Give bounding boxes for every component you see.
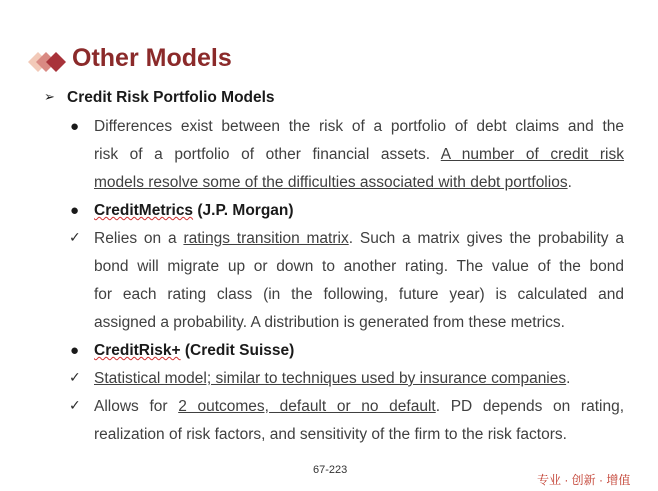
dot-bullet-icon: ● — [70, 342, 80, 359]
intro-line-2 — [94, 141, 624, 169]
page-number: 67-223 — [313, 464, 348, 476]
cm-line-3: for each rating class (in the following, future year) is calculated and — [94, 286, 624, 303]
cr-item2-line-2: realization of risk factors, and sensitivity of the firm to the risk factors. — [94, 426, 567, 443]
cr-item1-period: . — [566, 370, 571, 387]
cr-item2-post: . PD depends on rating, — [435, 398, 624, 415]
creditrisk-name: CreditRisk+ — [94, 342, 181, 359]
cm-pre: Relies on a — [94, 230, 184, 247]
cm-post: . Such a matrix gives the probability a — [348, 230, 624, 247]
intro-period: . — [567, 174, 572, 191]
cr-item2-line-1 — [94, 393, 624, 421]
cr-item2-underlined: 2 outcomes, default or no default — [178, 398, 436, 415]
creditrisk-heading — [94, 337, 624, 365]
creditrisk-heading-text — [94, 342, 294, 359]
intro-text: risk of a portfolio of other financial assets. — [94, 146, 441, 163]
cm-line-1 — [94, 225, 624, 253]
intro-underlined-1: A number of credit risk — [440, 146, 624, 163]
creditmetrics-suffix: (J.P. Morgan) — [193, 202, 294, 219]
cm-line-4: assigned a probability. A distribution is generated from these metrics. — [94, 314, 565, 331]
creditmetrics-name: CreditMetrics — [94, 202, 194, 219]
intro-underlined-2: models resolve some of the difficulties associated with debt portfolios — [94, 174, 568, 191]
creditmetrics-heading — [94, 197, 624, 225]
dot-bullet-icon: ● — [70, 118, 80, 135]
cr-item1-line — [94, 365, 624, 393]
dot-bullet-icon: ● — [70, 202, 80, 219]
section-heading-text: Credit Risk Portfolio Models — [67, 89, 275, 106]
intro-line-1: Differences exist between the risk of a portfolio of debt claims and the — [94, 118, 624, 135]
creditmetrics-heading-text — [94, 202, 294, 219]
cm-line-2: bond will migrate up or down to another rating. The value of the bond — [94, 258, 624, 275]
brand-slogan: 专业 · 创新 · 增值 — [537, 473, 631, 487]
creditrisk-suffix: (Credit Suisse) — [180, 342, 295, 359]
intro-paragraph — [94, 113, 624, 197]
cr-item1-underlined: Statistical model; similar to techniques used by insurance companies — [94, 370, 567, 387]
creditmetrics-paragraph — [94, 225, 624, 337]
arrow-bullet-icon: ➢ — [44, 89, 55, 104]
slide-title: Other Models — [72, 44, 232, 72]
creditrisk-item-1 — [94, 365, 624, 393]
check-bullet-icon: ✓ — [69, 397, 81, 413]
check-bullet-icon: ✓ — [69, 229, 81, 245]
check-bullet-icon: ✓ — [69, 369, 81, 385]
ratings-transition-matrix-text: ratings transition matrix — [183, 230, 349, 247]
intro-line-3 — [94, 169, 624, 197]
cr-item2-pre: Allows for — [94, 398, 179, 415]
diamond-logo-icon — [14, 46, 74, 78]
creditrisk-item-2 — [94, 393, 624, 449]
